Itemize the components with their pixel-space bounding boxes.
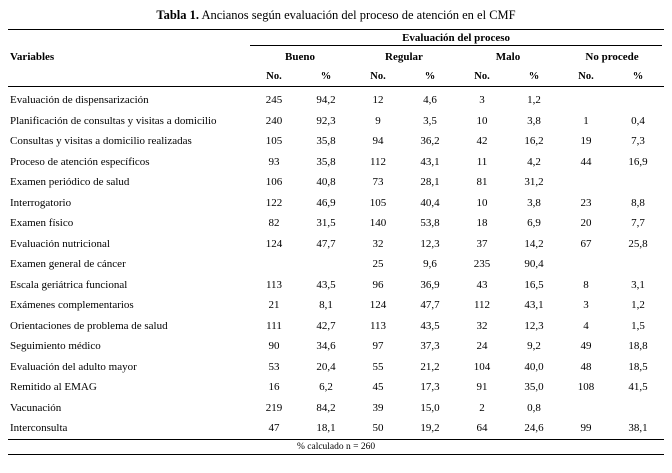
cell-regular-no: 73	[372, 176, 384, 189]
header-group-no-procede: No procede	[585, 51, 639, 63]
caption-number: Tabla 1.	[156, 8, 200, 22]
cell-bueno-no: 122	[265, 196, 283, 209]
table-row	[8, 275, 664, 296]
cell-malo-pct: 14,2	[524, 237, 544, 250]
table-row	[8, 336, 664, 357]
cell-bueno-no: 245	[265, 94, 283, 107]
table-row	[8, 398, 664, 419]
table-row	[8, 377, 664, 398]
cell-regular-pct: 37,3	[420, 340, 440, 353]
cell-noprocede-no: 49	[580, 340, 592, 353]
table-caption	[8, 8, 664, 23]
row-label: Evaluación nutricional	[10, 237, 110, 250]
table-footnote-row	[8, 439, 664, 454]
cell-regular-pct: 53,8	[420, 217, 440, 230]
table-row	[8, 316, 664, 337]
row-label: Proceso de atención específicos	[10, 155, 150, 168]
cell-regular-no: 124	[369, 299, 387, 312]
cell-regular-pct: 19,2	[404, 418, 456, 439]
table-header-group-row	[8, 30, 664, 48]
cell-malo-pct: 40,0	[524, 360, 544, 373]
cell-regular-pct: 43,1	[420, 155, 440, 168]
cell-noprocede-pct: 41,5	[628, 381, 648, 394]
cell-noprocede-no: 20	[580, 217, 592, 230]
cell-regular-pct: 17,3	[420, 381, 440, 394]
table-row	[8, 213, 664, 234]
cell-noprocede-pct: 18,8	[628, 340, 648, 353]
cell-noprocede-pct: 8,8	[631, 196, 645, 209]
subheader-regular-no: No.	[352, 67, 404, 87]
cell-malo-no: 10	[476, 114, 488, 127]
row-label: Seguimiento médico	[10, 340, 101, 353]
cell-malo-pct: 43,1	[524, 299, 544, 312]
cell-bueno-no: 21	[268, 299, 280, 312]
subheader-malo-no: No.	[456, 67, 508, 87]
cell-noprocede-no: 23	[580, 196, 592, 209]
cell-regular-pct: 47,7	[420, 299, 440, 312]
cell-regular-no: 45	[372, 381, 384, 394]
table-row	[8, 172, 664, 193]
cell-noprocede-pct: 18,5	[628, 360, 648, 373]
table-row	[8, 152, 664, 173]
cell-malo-no: 43	[476, 278, 488, 291]
cell-bueno-no: 106	[265, 176, 283, 189]
cell-malo-no: 24	[476, 340, 488, 353]
cell-regular-no: 112	[369, 155, 387, 168]
cell-noprocede-pct: 1,5	[631, 319, 645, 332]
cell-noprocede-no	[560, 398, 612, 419]
cell-bueno-no: 240	[265, 114, 283, 127]
cell-malo-pct: 16,5	[524, 278, 544, 291]
cell-noprocede-no	[560, 172, 612, 193]
cell-malo-pct: 35,0	[524, 381, 544, 394]
table-row	[8, 193, 664, 214]
cell-noprocede-pct	[612, 172, 664, 193]
cell-malo-no: 32	[476, 319, 488, 332]
cell-noprocede-no: 3	[583, 299, 589, 312]
cell-noprocede-no: 48	[580, 360, 592, 373]
cell-malo-no: 18	[476, 217, 488, 230]
data-table	[8, 29, 664, 455]
row-label: Planificación de consultas y visitas a domicilio	[10, 114, 217, 127]
cell-regular-pct: 21,2	[420, 360, 440, 373]
cell-noprocede-pct	[612, 398, 664, 419]
row-label: Examen físico	[10, 217, 74, 230]
row-label: Examen periódico de salud	[10, 176, 130, 189]
cell-regular-no: 12	[372, 94, 384, 107]
cell-malo-no: 3	[479, 94, 485, 107]
cell-noprocede-no: 44	[580, 155, 592, 168]
row-label: Interconsulta	[8, 418, 248, 439]
cell-malo-pct: 24,6	[508, 418, 560, 439]
header-empty-cell	[8, 30, 248, 48]
cell-bueno-pct	[300, 254, 352, 275]
cell-regular-no: 39	[372, 401, 384, 414]
cell-malo-no: 81	[476, 176, 488, 189]
table-row	[8, 254, 664, 275]
cell-regular-no: 96	[372, 278, 384, 291]
cell-regular-no: 140	[369, 217, 387, 230]
subheader-regular-pct: %	[404, 67, 456, 87]
cell-malo-no: 235	[473, 258, 491, 271]
cell-regular-no: 25	[372, 258, 384, 271]
cell-bueno-pct: 47,7	[316, 237, 336, 250]
cell-noprocede-no: 19	[580, 135, 592, 148]
cell-bueno-no: 82	[268, 217, 280, 230]
cell-regular-pct: 40,4	[420, 196, 440, 209]
header-variables: Variables	[10, 51, 55, 63]
cell-bueno-pct: 20,4	[316, 360, 336, 373]
cell-noprocede-pct: 38,1	[612, 418, 664, 439]
cell-malo-pct: 1,2	[527, 94, 541, 107]
row-label: Orientaciones de problema de salud	[10, 319, 168, 332]
cell-bueno-pct: 40,8	[316, 176, 336, 189]
cell-malo-pct: 3,8	[527, 196, 541, 209]
cell-bueno-pct: 8,1	[319, 299, 333, 312]
subheader-noprocede-pct: %	[612, 67, 664, 87]
cell-regular-pct: 43,5	[420, 319, 440, 332]
cell-bueno-pct: 84,2	[316, 401, 336, 414]
cell-regular-no: 9	[375, 114, 381, 127]
cell-noprocede-pct	[612, 90, 664, 111]
header-group-bueno: Bueno	[285, 51, 315, 63]
cell-regular-pct: 3,5	[423, 114, 437, 127]
cell-noprocede-pct: 7,7	[631, 217, 645, 230]
cell-malo-pct: 90,4	[524, 258, 544, 271]
cell-regular-pct: 15,0	[420, 401, 440, 414]
cell-noprocede-no: 67	[580, 237, 592, 250]
cell-regular-no: 113	[369, 319, 387, 332]
cell-bueno-no: 124	[265, 237, 283, 250]
row-label: Consultas y visitas a domicilio realizadas	[10, 135, 192, 148]
cell-bueno-pct: 46,9	[316, 196, 336, 209]
cell-malo-pct: 31,2	[524, 176, 544, 189]
cell-noprocede-pct: 25,8	[628, 237, 648, 250]
cell-bueno-no: 47	[248, 418, 300, 439]
caption-text: Ancianos según evaluación del proceso de atención en el CMF	[199, 8, 516, 22]
header-group-malo: Malo	[495, 51, 521, 63]
cell-bueno-no: 53	[268, 360, 280, 373]
cell-bueno-no	[248, 254, 300, 275]
cell-bueno-pct: 6,2	[319, 381, 333, 394]
row-label: Remitido al EMAG	[10, 381, 97, 394]
header-group-regular: Regular	[385, 51, 423, 63]
cell-malo-no: 112	[473, 299, 491, 312]
cell-bueno-pct: 31,5	[316, 217, 336, 230]
cell-regular-pct: 9,6	[423, 258, 437, 271]
cell-regular-no: 105	[369, 196, 387, 209]
table-subheader-row	[8, 67, 664, 87]
cell-bueno-pct: 43,5	[316, 278, 336, 291]
row-label: Evaluación de dispensarización	[10, 94, 149, 107]
cell-bueno-no: 93	[268, 155, 280, 168]
cell-regular-no: 97	[372, 340, 384, 353]
subheader-noprocede-no: No.	[560, 67, 612, 87]
table-row	[8, 131, 664, 152]
cell-bueno-no: 219	[265, 401, 283, 414]
cell-bueno-pct: 94,2	[316, 94, 336, 107]
cell-malo-pct: 3,8	[527, 114, 541, 127]
cell-malo-pct: 4,2	[527, 155, 541, 168]
cell-regular-pct: 12,3	[420, 237, 440, 250]
cell-malo-no: 104	[473, 360, 491, 373]
cell-malo-pct: 6,9	[527, 217, 541, 230]
cell-noprocede-no: 1	[583, 114, 589, 127]
cell-noprocede-pct: 16,9	[628, 155, 648, 168]
cell-regular-pct: 4,6	[423, 94, 437, 107]
cell-bueno-pct: 34,6	[316, 340, 336, 353]
row-label: Exámenes complementarios	[10, 299, 134, 312]
cell-malo-pct: 12,3	[524, 319, 544, 332]
table-row	[8, 295, 664, 316]
cell-regular-no: 55	[372, 360, 384, 373]
cell-bueno-pct: 42,7	[316, 319, 336, 332]
subheader-bueno-pct: %	[300, 67, 352, 87]
cell-regular-pct: 28,1	[420, 176, 440, 189]
header-evaluacion-proceso: Evaluación del proceso	[248, 30, 664, 48]
cell-bueno-no: 113	[265, 278, 283, 291]
subheader-empty-cell	[8, 67, 248, 87]
cell-bueno-pct: 92,3	[316, 114, 336, 127]
cell-bueno-no: 16	[268, 381, 280, 394]
cell-noprocede-no	[560, 254, 612, 275]
cell-noprocede-pct: 3,1	[631, 278, 645, 291]
cell-bueno-pct: 35,8	[316, 155, 336, 168]
cell-malo-pct: 9,2	[527, 340, 541, 353]
cell-bueno-no: 90	[268, 340, 280, 353]
cell-noprocede-pct: 7,3	[631, 135, 645, 148]
cell-noprocede-no: 4	[583, 319, 589, 332]
table-row	[8, 357, 664, 378]
row-label: Vacunación	[10, 401, 62, 414]
cell-noprocede-pct: 1,2	[631, 299, 645, 312]
cell-noprocede-no: 108	[577, 381, 595, 394]
row-label: Escala geriátrica funcional	[10, 278, 128, 291]
cell-malo-no: 64	[456, 418, 508, 439]
cell-malo-no: 10	[476, 196, 488, 209]
cell-regular-no: 94	[372, 135, 384, 148]
cell-bueno-pct: 18,1	[300, 418, 352, 439]
table-row	[8, 90, 664, 111]
table-row	[8, 418, 664, 439]
cell-malo-no: 11	[476, 155, 488, 168]
cell-malo-no: 37	[476, 237, 488, 250]
footnote-text: % calculado n = 260	[8, 439, 664, 454]
row-label: Interrogatorio	[10, 196, 72, 209]
cell-bueno-no: 111	[266, 319, 282, 332]
cell-malo-pct: 16,2	[524, 135, 544, 148]
table-row	[8, 111, 664, 132]
cell-noprocede-no: 99	[560, 418, 612, 439]
subheader-bueno-no: No.	[248, 67, 300, 87]
cell-regular-pct: 36,2	[420, 135, 440, 148]
cell-regular-no: 32	[372, 237, 384, 250]
cell-noprocede-no	[560, 90, 612, 111]
subheader-malo-pct: %	[508, 67, 560, 87]
cell-bueno-pct: 35,8	[316, 135, 336, 148]
cell-noprocede-pct: 0,4	[631, 114, 645, 127]
cell-malo-pct: 0,8	[527, 401, 541, 414]
cell-regular-no: 50	[352, 418, 404, 439]
cell-regular-pct: 36,9	[420, 278, 440, 291]
cell-malo-no: 42	[476, 135, 488, 148]
cell-bueno-no: 105	[265, 135, 283, 148]
row-label: Examen general de cáncer	[10, 258, 126, 271]
cell-malo-no: 91	[476, 381, 488, 394]
cell-noprocede-no: 8	[583, 278, 589, 291]
row-label: Evaluación del adulto mayor	[10, 360, 137, 373]
table-row	[8, 234, 664, 255]
cell-malo-no: 2	[479, 401, 485, 414]
table-header-row	[8, 47, 664, 67]
cell-noprocede-pct	[612, 254, 664, 275]
